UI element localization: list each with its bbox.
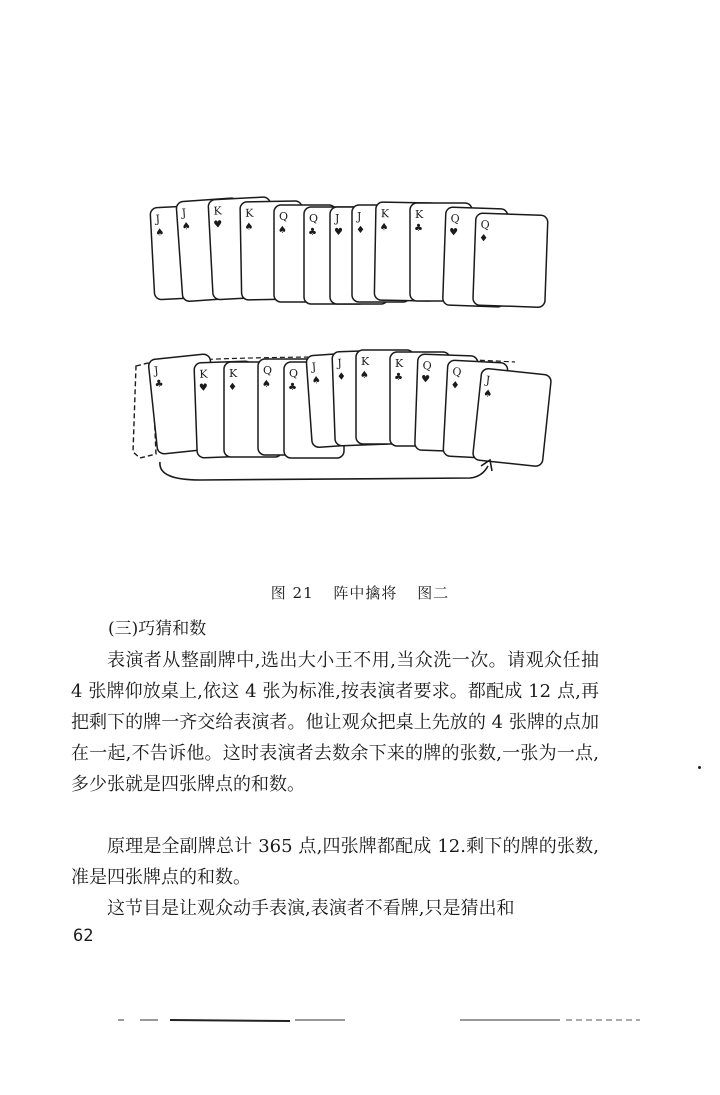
page-number: 62 bbox=[73, 926, 94, 946]
card-suit-icon: ♣ bbox=[308, 227, 317, 238]
card-rank: J bbox=[335, 212, 340, 225]
card-suit-icon: ♦ bbox=[356, 225, 365, 236]
card-suit-icon: ♠ bbox=[262, 379, 271, 390]
scan-speck bbox=[698, 766, 701, 769]
card-outline bbox=[472, 368, 551, 467]
card-rank: J bbox=[155, 212, 161, 226]
section-heading: (三)巧猜和数 bbox=[108, 619, 207, 639]
card-suit-icon: ♦ bbox=[450, 380, 460, 392]
card-suit-icon: ♦ bbox=[336, 371, 347, 383]
card-suit-icon: ♠ bbox=[311, 375, 322, 387]
card-suit-icon: ♦ bbox=[228, 382, 237, 393]
card-suit-icon: ♣ bbox=[414, 223, 423, 234]
card-rank: Q bbox=[309, 212, 319, 225]
card-suit-icon: ♠ bbox=[155, 227, 165, 239]
paragraph-principle: 原理是全副牌总计 365 点,四张牌都配成 12.剩下的牌的张数,准是四张牌点的和数。 bbox=[71, 836, 599, 888]
card-suit-icon: ♠ bbox=[379, 222, 389, 234]
top-card-row bbox=[150, 197, 548, 308]
card-rank: J bbox=[311, 360, 317, 374]
card-rank: J bbox=[181, 206, 187, 220]
card-rank: K bbox=[229, 367, 238, 380]
card-rank: Q bbox=[263, 364, 273, 377]
card-suit-icon: ♣ bbox=[154, 378, 165, 391]
card-suit-icon: ♥ bbox=[448, 227, 459, 239]
card-rank: J bbox=[337, 356, 343, 370]
paragraph-method: 表演者从整副牌中,选出大小王不用,当众洗一次。请观众任抽 4 张牌仰放桌上,依这 4 张为标准,按表演者要求。都配成 12 点,再把剩下的牌一齐交给表演者。他让观众把桌上先放的 4 张牌的点加在一起,不告诉他。这时表演者去数余下来的牌的张数,一张为一点,多少张就是四张牌点的和数。 bbox=[71, 650, 599, 795]
card-rank: Q bbox=[289, 367, 299, 380]
scan-edge-marks bbox=[0, 1010, 720, 1030]
bottom-card-row bbox=[133, 350, 552, 467]
card-rank: Q bbox=[480, 218, 490, 232]
card-suit-icon: ♥ bbox=[334, 227, 343, 238]
card-rank: Q bbox=[450, 212, 460, 226]
card-suit-icon: ♣ bbox=[394, 372, 403, 383]
card-rank: J bbox=[153, 363, 160, 378]
bottom-row-card-12 bbox=[472, 368, 551, 467]
card-rank: K bbox=[199, 367, 208, 381]
paragraph-note: 这节目是让观众动手表演,表演者不看牌,只是猜出和 bbox=[107, 898, 515, 919]
move-arrow-curve bbox=[160, 462, 488, 480]
card-suit-icon: ♠ bbox=[244, 221, 254, 233]
card-rank: K bbox=[361, 355, 370, 368]
card-suit-icon: ♠ bbox=[278, 225, 287, 236]
top-row-card-12 bbox=[473, 213, 548, 307]
card-suit-icon: ♠ bbox=[360, 370, 369, 381]
card-rank: Q bbox=[422, 359, 432, 373]
card-suit-icon: ♣ bbox=[288, 382, 297, 393]
card-rank: Q bbox=[279, 210, 289, 223]
card-rank: K bbox=[395, 357, 404, 370]
figure-caption bbox=[0, 582, 720, 603]
card-rank: J bbox=[357, 210, 362, 223]
card-suit-icon: ♦ bbox=[478, 233, 489, 245]
card-rank: K bbox=[415, 208, 424, 221]
card-suit-icon: ♥ bbox=[420, 374, 431, 386]
figure-subtitle: 图二 bbox=[417, 584, 450, 602]
card-rank: K bbox=[213, 204, 223, 218]
figure-title: 阵中擒将 bbox=[333, 584, 398, 602]
figure-number: 图 21 bbox=[270, 584, 314, 602]
card-rank: K bbox=[245, 206, 254, 220]
card-suit-icon: ♠ bbox=[181, 221, 192, 233]
card-rank: J bbox=[485, 373, 491, 387]
card-suit-icon: ♥ bbox=[213, 219, 223, 231]
card-rank: Q bbox=[452, 365, 462, 379]
card-suit-icon: ♠ bbox=[482, 388, 493, 401]
card-rank: K bbox=[380, 207, 390, 221]
card-suit-icon: ♥ bbox=[198, 382, 209, 394]
